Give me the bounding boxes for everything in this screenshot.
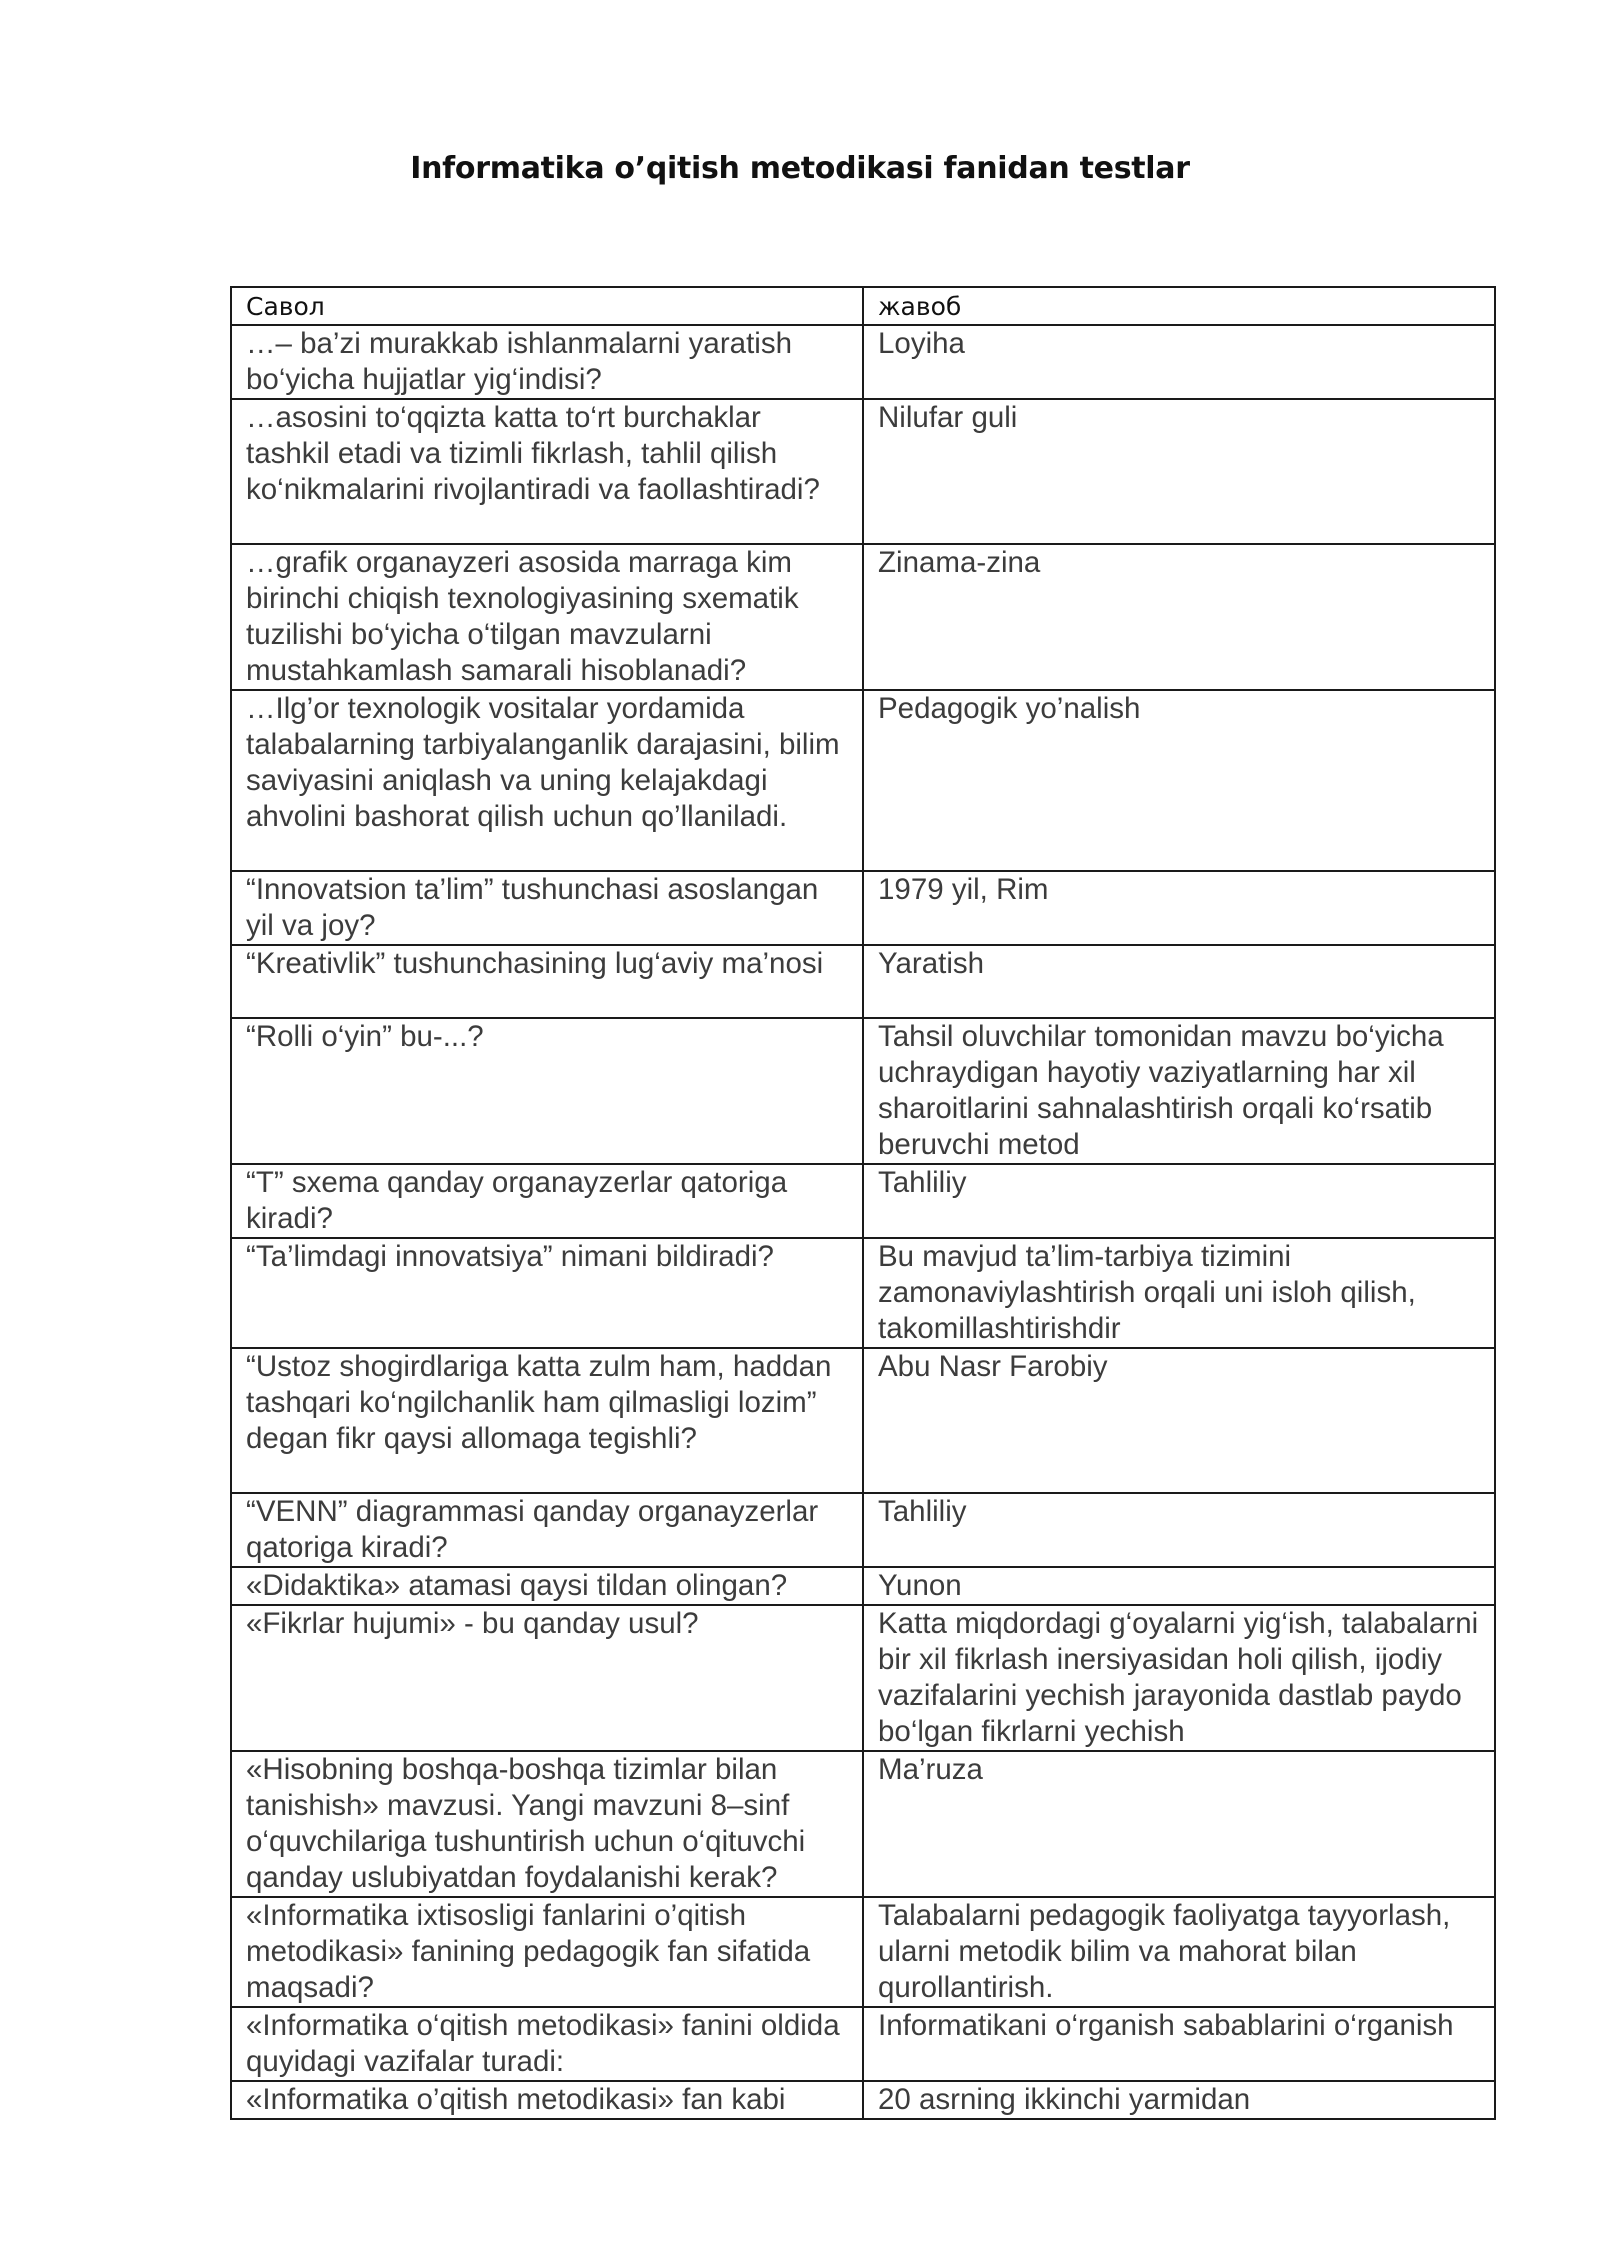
question-cell: “Kreativlik” tushunchasining lug‘aviy ma’nosi <box>231 945 863 1018</box>
question-cell: “VENN” diagrammasi qanday organayzerlar qatoriga kiradi? <box>231 1493 863 1567</box>
question-cell: «Hisobning boshqa-boshqa tizimlar bilan tanishish» mavzusi. Yangi mavzuni 8–sinf o‘quvchilariga tushuntirish uchun o‘qituvchi qanday uslubiyatdan foydalanishi kerak? <box>231 1751 863 1897</box>
question-cell: «Fikrlar hujumi» - bu qanday usul? <box>231 1605 863 1751</box>
table-row <box>231 1751 1495 1897</box>
table-row <box>231 2081 1495 2119</box>
answer-cell: Tahliliy <box>863 1164 1495 1238</box>
table-row <box>231 2007 1495 2081</box>
table-header-row <box>231 287 1495 325</box>
answer-cell: 20 asrning ikkinchi yarmidan <box>863 2081 1495 2119</box>
answer-cell: Informatikani o‘rganish sabablarini o‘rganish <box>863 2007 1495 2081</box>
question-cell: …grafik organayzeri asosida marraga kim birinchi chiqish texnologiyasining sxematik tuzilishi bo‘yicha o‘tilgan mavzularni mustahkamlash samarali hisoblanadi? <box>231 544 863 690</box>
answer-cell: Bu mavjud ta’lim-tarbiya tizimini zamonaviylashtirish orqali uni isloh qilish, takomillashtirishdir <box>863 1238 1495 1348</box>
table-row <box>231 1897 1495 2007</box>
qa-table <box>230 286 1496 2120</box>
header-answer: жавоб <box>863 287 1495 325</box>
question-cell: «Informatika o‘qitish metodikasi» fanini oldida quyidagi vazifalar turadi: <box>231 2007 863 2081</box>
answer-cell: Yaratish <box>863 945 1495 1018</box>
question-cell: “Rolli o‘yin” bu-...? <box>231 1018 863 1164</box>
answer-cell: 1979 yil, Rim <box>863 871 1495 945</box>
table-row <box>231 325 1495 399</box>
answer-cell: Loyiha <box>863 325 1495 399</box>
question-cell: …– ba’zi murakkab ishlanmalarni yaratish bo‘yicha hujjatlar yig‘indisi? <box>231 325 863 399</box>
table-row <box>231 871 1495 945</box>
answer-cell: Nilufar guli <box>863 399 1495 544</box>
answer-cell: Katta miqdordagi g‘oyalarni yig‘ish, talabalarni bir xil fikrlash inersiyasidan holi qilish, ijodiy vazifalarini yechish jarayonida dastlab paydo bo‘lgan fikrlarni yechish <box>863 1605 1495 1751</box>
table-row <box>231 544 1495 690</box>
table-row <box>231 399 1495 544</box>
question-cell: «Informatika ixtisosligi fanlarini o’qitish metodikasi» fanining pedagogik fan sifatida maqsadi? <box>231 1897 863 2007</box>
question-cell: …asosini to‘qqizta katta to‘rt burchaklar tashkil etadi va tizimli fikrlash, tahlil qilish ko‘nikmalarini rivojlantiradi va faollashtiradi? <box>231 399 863 544</box>
table-row <box>231 1493 1495 1567</box>
table-row <box>231 1018 1495 1164</box>
table-row <box>231 1605 1495 1751</box>
answer-cell: Ma’ruza <box>863 1751 1495 1897</box>
answer-cell: Talabalarni pedagogik faoliyatga tayyorlash, ularni metodik bilim va mahorat bilan qurollantirish. <box>863 1897 1495 2007</box>
answer-cell: Yunon <box>863 1567 1495 1605</box>
answer-cell: Zinama-zina <box>863 544 1495 690</box>
table-row <box>231 1238 1495 1348</box>
answer-cell: Pedagogik yo’nalish <box>863 690 1495 871</box>
question-cell: …Ilg’or texnologik vositalar yordamida talabalarning tarbiyalanganlik darajasini, bilim saviyasini aniqlash va uning kelajakdagi ahvolini bashorat qilish uchun qo’llaniladi. <box>231 690 863 871</box>
answer-cell: Abu Nasr Farobiy <box>863 1348 1495 1493</box>
question-cell: “Innovatsion ta’lim” tushunchasi asoslangan yil va joy? <box>231 871 863 945</box>
question-cell: “T” sxema qanday organayzerlar qatoriga kiradi? <box>231 1164 863 1238</box>
table-row <box>231 690 1495 871</box>
question-cell: «Didaktika» atamasi qaysi tildan olingan? <box>231 1567 863 1605</box>
header-question: Савол <box>231 287 863 325</box>
table-row <box>231 1164 1495 1238</box>
question-cell: “Ustoz shogirdlariga katta zulm ham, haddan tashqari ko‘ngilchanlik ham qilmasligi lozim” degan fikr qaysi allomaga tegishli? <box>231 1348 863 1493</box>
table-row <box>231 1567 1495 1605</box>
question-cell: «Informatika o’qitish metodikasi» fan kabi <box>231 2081 863 2119</box>
table-row <box>231 1348 1495 1493</box>
document-title: Informatika o’qitish metodikasi fanidan testlar <box>410 151 1190 186</box>
answer-cell: Tahliliy <box>863 1493 1495 1567</box>
answer-cell: Tahsil oluvchilar tomonidan mavzu bo‘yicha uchraydigan hayotiy vaziyatlarning har xil sharoitlarini sahnalashtirish orqali ko‘rsatib beruvchi metod <box>863 1018 1495 1164</box>
question-cell: “Ta’limdagi innovatsiya” nimani bildiradi? <box>231 1238 863 1348</box>
table-row <box>231 945 1495 1018</box>
